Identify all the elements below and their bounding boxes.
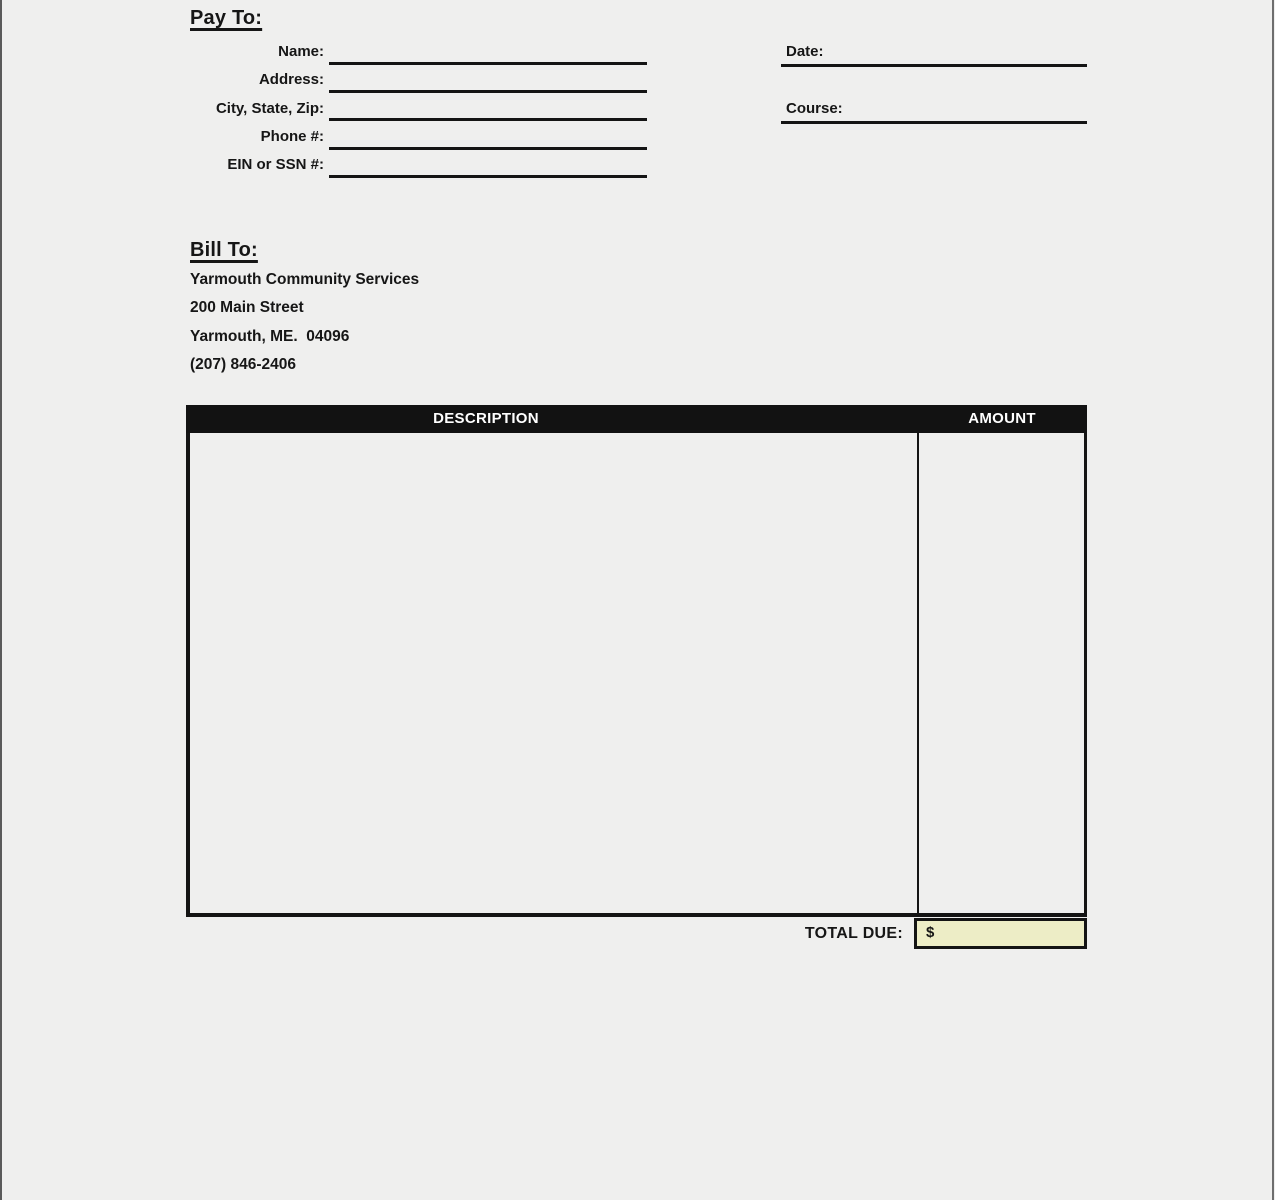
table-body	[186, 433, 1087, 917]
pay-to-address-line[interactable]	[329, 90, 647, 93]
course-line[interactable]	[781, 121, 1087, 124]
date-label: Date:	[786, 43, 824, 60]
bill-to-street: 200 Main Street	[190, 299, 304, 316]
page-right-edge	[1272, 0, 1274, 1200]
total-due-cell[interactable]	[914, 918, 1087, 949]
pay-to-phone-line[interactable]	[329, 147, 647, 150]
dollar-sign: $	[926, 924, 935, 941]
amount-column-header: AMOUNT	[968, 410, 1036, 427]
bill-to-city-state-zip: Yarmouth, ME. 04096	[190, 328, 350, 345]
date-line[interactable]	[781, 64, 1087, 67]
pay-to-heading: Pay To:	[190, 7, 263, 29]
course-label: Course:	[786, 100, 843, 117]
bill-to-phone: (207) 846-2406	[190, 356, 296, 373]
pay-to-name-label: Name:	[278, 43, 324, 60]
invoice-table	[186, 405, 1087, 917]
amount-cell[interactable]	[919, 433, 1084, 913]
pay-to-name-line[interactable]	[329, 62, 647, 65]
page-left-edge	[0, 0, 2, 1200]
description-column-header: DESCRIPTION	[433, 410, 539, 427]
pay-to-ein-ssn-line[interactable]	[329, 175, 647, 178]
description-cell[interactable]	[190, 433, 917, 913]
pay-to-ein-ssn-label: EIN or SSN #:	[227, 156, 324, 173]
pay-to-city-state-zip-label: City, State, Zip:	[215, 100, 324, 117]
bill-to-heading: Bill To:	[190, 239, 258, 261]
table-header-row	[186, 405, 1087, 433]
bill-to-company: Yarmouth Community Services	[190, 271, 420, 288]
total-due-label: TOTAL DUE:	[804, 925, 903, 942]
pay-to-phone-label: Phone #:	[260, 128, 324, 145]
pay-to-address-label: Address:	[258, 71, 324, 88]
pay-to-city-state-zip-line[interactable]	[329, 118, 647, 121]
